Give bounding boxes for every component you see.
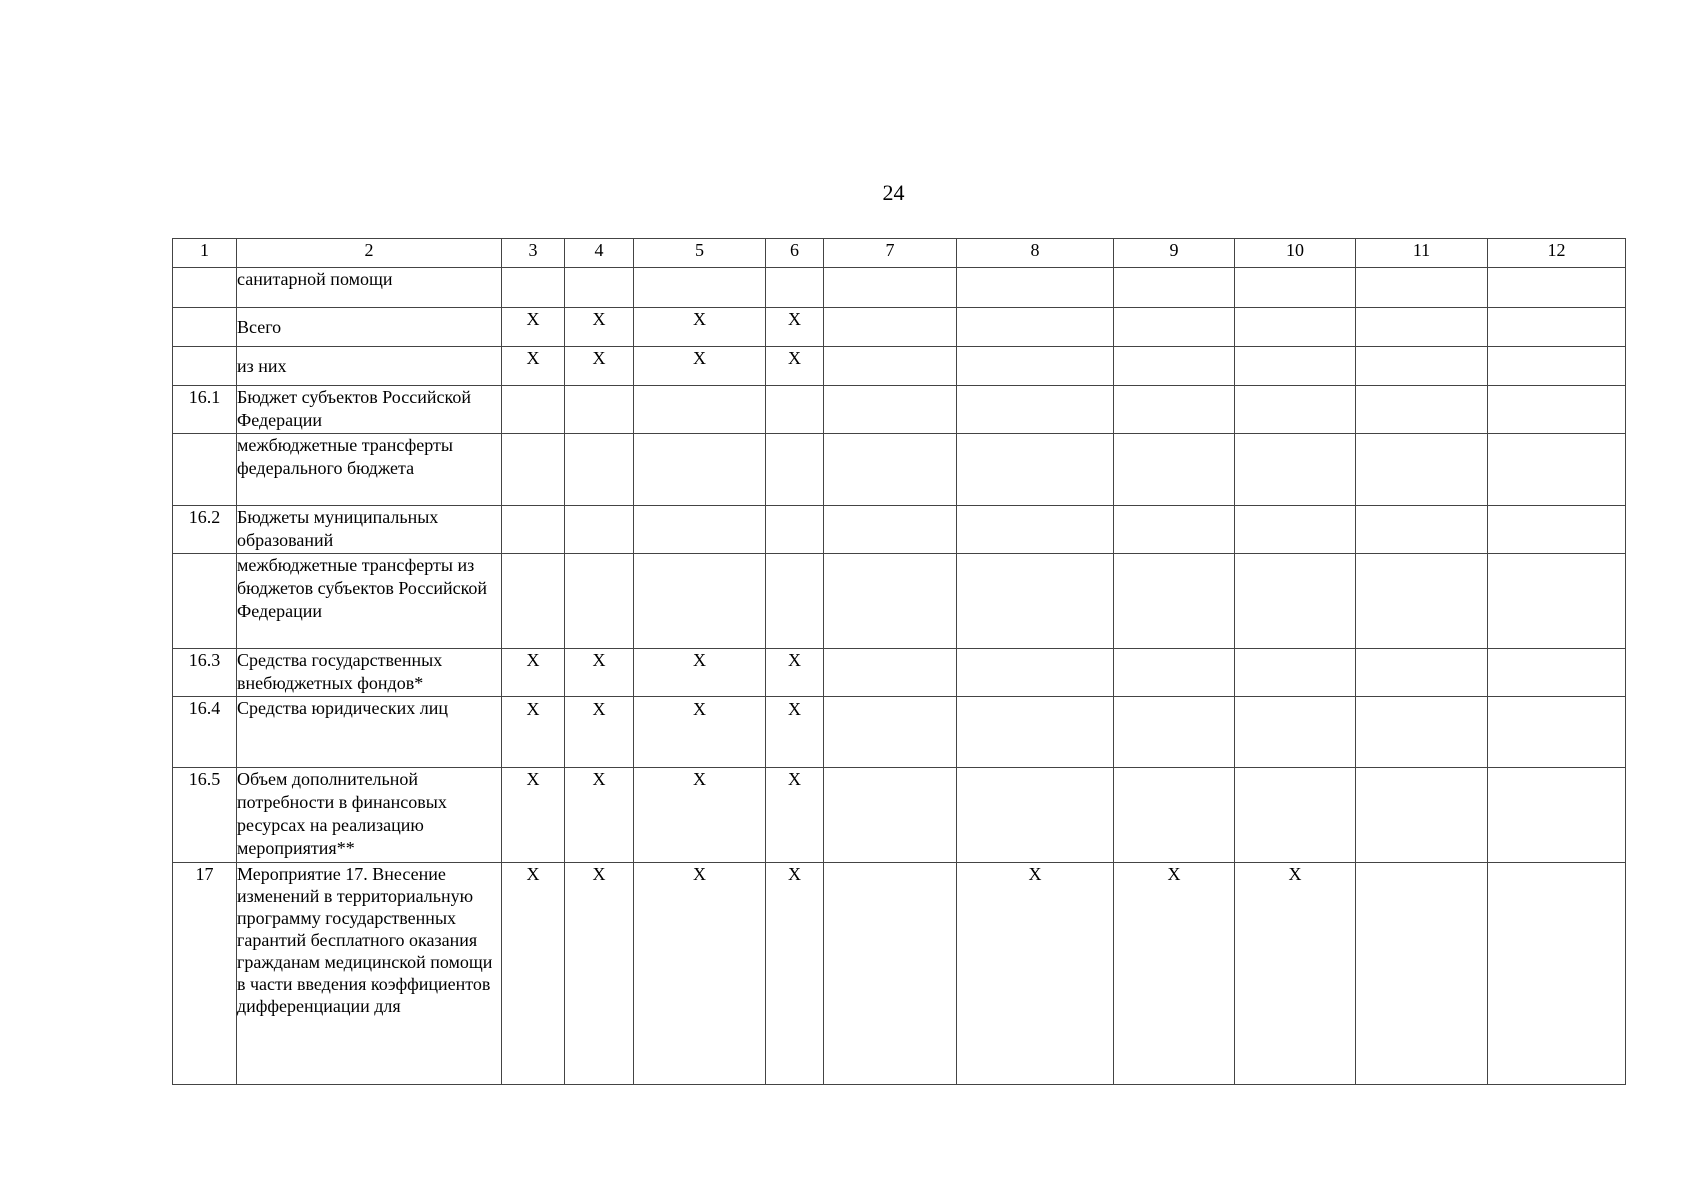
cell-col-8	[957, 768, 1114, 863]
column-header: 9	[1114, 239, 1235, 268]
cell-col-8	[957, 697, 1114, 768]
cell-col-9	[1114, 386, 1235, 434]
page-number: 24	[882, 180, 905, 205]
row-description: Бюджет субъектов Российской Федерации	[237, 386, 502, 434]
row-number	[173, 347, 237, 386]
cell-col-5: X	[634, 308, 766, 347]
row-number: 16.4	[173, 697, 237, 768]
cell-col-4: X	[565, 308, 634, 347]
cell-col-7	[824, 386, 957, 434]
column-header: 3	[502, 239, 565, 268]
table-row	[173, 434, 1626, 506]
cell-col-8	[957, 386, 1114, 434]
cell-col-12	[1488, 863, 1626, 1085]
cell-col-10	[1235, 506, 1356, 554]
cell-col-3	[502, 434, 565, 506]
cell-col-6	[766, 268, 824, 308]
cell-col-4	[565, 434, 634, 506]
cell-col-11	[1356, 347, 1488, 386]
cell-col-4: X	[565, 697, 634, 768]
cell-col-4	[565, 554, 634, 649]
cell-col-10	[1235, 386, 1356, 434]
cell-col-5	[634, 554, 766, 649]
cell-col-6	[766, 554, 824, 649]
table-row	[173, 768, 1626, 863]
table-row	[173, 386, 1626, 434]
cell-col-12	[1488, 386, 1626, 434]
row-number: 16.1	[173, 386, 237, 434]
column-header: 5	[634, 239, 766, 268]
column-header: 12	[1488, 239, 1626, 268]
cell-col-7	[824, 347, 957, 386]
cell-col-8	[957, 506, 1114, 554]
cell-col-3: X	[502, 308, 565, 347]
row-description: межбюджетные трансферты федерального бюджета	[237, 434, 502, 506]
cell-col-6: X	[766, 768, 824, 863]
cell-col-9	[1114, 308, 1235, 347]
cell-col-7	[824, 268, 957, 308]
cell-col-11	[1356, 649, 1488, 697]
cell-col-12	[1488, 768, 1626, 863]
cell-col-3: X	[502, 697, 565, 768]
cell-col-5	[634, 434, 766, 506]
row-number	[173, 554, 237, 649]
table-row	[173, 554, 1626, 649]
row-description: Бюджеты муниципальных образований	[237, 506, 502, 554]
row-description: межбюджетные трансферты из бюджетов субъектов Российской Федерации	[237, 554, 502, 649]
cell-col-6	[766, 434, 824, 506]
cell-col-5: X	[634, 768, 766, 863]
row-number: 16.3	[173, 649, 237, 697]
table-row	[173, 649, 1626, 697]
cell-col-7	[824, 649, 957, 697]
cell-col-5: X	[634, 347, 766, 386]
table-row	[173, 863, 1626, 1085]
cell-col-7	[824, 434, 957, 506]
cell-col-12	[1488, 649, 1626, 697]
cell-col-8	[957, 268, 1114, 308]
cell-col-9	[1114, 649, 1235, 697]
cell-col-3: X	[502, 649, 565, 697]
cell-col-10: X	[1235, 863, 1356, 1085]
cell-col-12	[1488, 697, 1626, 768]
row-number: 17	[173, 863, 237, 1085]
cell-col-6: X	[766, 649, 824, 697]
row-description: Объем дополнительной потребности в финансовых ресурсах на реализацию мероприятия**	[237, 768, 502, 863]
cell-col-11	[1356, 386, 1488, 434]
row-number: 16.2	[173, 506, 237, 554]
cell-col-9	[1114, 697, 1235, 768]
cell-col-10	[1235, 649, 1356, 697]
cell-col-9	[1114, 347, 1235, 386]
column-header: 2	[237, 239, 502, 268]
cell-col-11	[1356, 308, 1488, 347]
cell-col-6	[766, 506, 824, 554]
cell-col-4: X	[565, 347, 634, 386]
cell-col-12	[1488, 347, 1626, 386]
cell-col-7	[824, 554, 957, 649]
column-header: 11	[1356, 239, 1488, 268]
cell-col-10	[1235, 434, 1356, 506]
cell-col-4: X	[565, 863, 634, 1085]
cell-col-12	[1488, 434, 1626, 506]
cell-col-12	[1488, 554, 1626, 649]
cell-col-7	[824, 697, 957, 768]
cell-col-9	[1114, 506, 1235, 554]
cell-col-6: X	[766, 697, 824, 768]
cell-col-3	[502, 268, 565, 308]
cell-col-6: X	[766, 308, 824, 347]
cell-col-3: X	[502, 863, 565, 1085]
cell-col-11	[1356, 268, 1488, 308]
cell-col-10	[1235, 697, 1356, 768]
row-number	[173, 268, 237, 308]
cell-col-10	[1235, 768, 1356, 863]
cell-col-4: X	[565, 649, 634, 697]
column-header: 8	[957, 239, 1114, 268]
cell-col-5	[634, 268, 766, 308]
cell-col-7	[824, 308, 957, 347]
cell-col-3	[502, 506, 565, 554]
cell-col-4	[565, 506, 634, 554]
row-description: Средства юридических лиц	[237, 697, 502, 768]
cell-col-9	[1114, 768, 1235, 863]
table-row	[173, 506, 1626, 554]
cell-col-8	[957, 554, 1114, 649]
table-row	[173, 697, 1626, 768]
column-header: 4	[565, 239, 634, 268]
table-row	[173, 268, 1626, 308]
cell-col-7	[824, 768, 957, 863]
data-table	[172, 238, 1626, 1085]
cell-col-7	[824, 506, 957, 554]
row-description: Средства государственных внебюджетных фондов*	[237, 649, 502, 697]
cell-col-9	[1114, 268, 1235, 308]
cell-col-8: X	[957, 863, 1114, 1085]
cell-col-8	[957, 308, 1114, 347]
row-description: санитарной помощи	[237, 268, 502, 308]
cell-col-4	[565, 386, 634, 434]
row-description: Всего	[237, 308, 502, 347]
cell-col-11	[1356, 863, 1488, 1085]
row-number: 16.5	[173, 768, 237, 863]
cell-col-8	[957, 649, 1114, 697]
row-number	[173, 308, 237, 347]
cell-col-5: X	[634, 697, 766, 768]
table-row	[173, 308, 1626, 347]
row-description: из них	[237, 347, 502, 386]
cell-col-12	[1488, 268, 1626, 308]
cell-col-9	[1114, 554, 1235, 649]
cell-col-11	[1356, 506, 1488, 554]
cell-col-12	[1488, 506, 1626, 554]
cell-col-4: X	[565, 768, 634, 863]
row-description: Мероприятие 17. Внесение изменений в территориальную программу государственных гарантий бесплатного оказания гражданам медицинской помощи в части введения коэффициентов дифференциации для	[237, 863, 502, 1085]
column-header: 6	[766, 239, 824, 268]
cell-col-3: X	[502, 768, 565, 863]
cell-col-3	[502, 386, 565, 434]
table-row	[173, 347, 1626, 386]
cell-col-3: X	[502, 347, 565, 386]
cell-col-6	[766, 386, 824, 434]
cell-col-10	[1235, 268, 1356, 308]
cell-col-12	[1488, 308, 1626, 347]
cell-col-11	[1356, 768, 1488, 863]
cell-col-5: X	[634, 863, 766, 1085]
cell-col-8	[957, 434, 1114, 506]
cell-col-5	[634, 386, 766, 434]
cell-col-10	[1235, 347, 1356, 386]
cell-col-8	[957, 347, 1114, 386]
cell-col-5: X	[634, 649, 766, 697]
column-header: 1	[173, 239, 237, 268]
cell-col-7	[824, 863, 957, 1085]
column-header: 7	[824, 239, 957, 268]
cell-col-9	[1114, 434, 1235, 506]
cell-col-9: X	[1114, 863, 1235, 1085]
cell-col-3	[502, 554, 565, 649]
cell-col-11	[1356, 554, 1488, 649]
cell-col-6: X	[766, 347, 824, 386]
cell-col-11	[1356, 697, 1488, 768]
cell-col-10	[1235, 554, 1356, 649]
column-number-row	[173, 239, 1626, 268]
column-header: 10	[1235, 239, 1356, 268]
cell-col-5	[634, 506, 766, 554]
cell-col-11	[1356, 434, 1488, 506]
cell-col-10	[1235, 308, 1356, 347]
cell-col-4	[565, 268, 634, 308]
cell-col-6: X	[766, 863, 824, 1085]
row-number	[173, 434, 237, 506]
